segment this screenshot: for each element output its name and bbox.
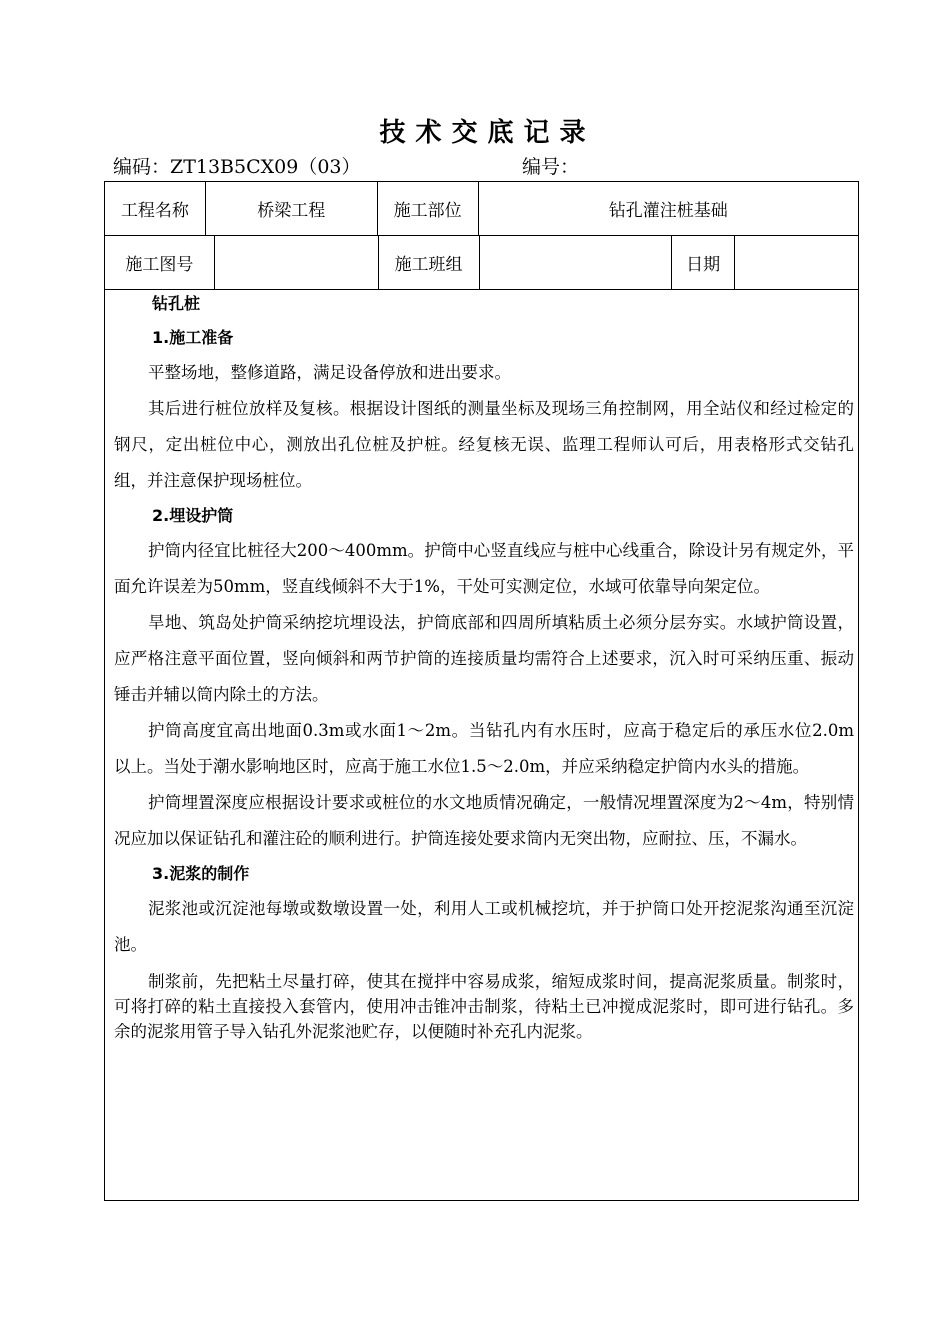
location-label: 施工部位 bbox=[377, 182, 478, 236]
team-label: 施工班组 bbox=[378, 236, 479, 290]
date-label: 日期 bbox=[672, 236, 735, 290]
section-3-paragraph-2: 制浆前，先把粘土尽量打碎，使其在搅拌中容易成浆，缩短成浆时间，提高泥浆质量。制浆时，可将打碎的粘土直接投入套管内，使用冲击锥冲击制浆，待粘土已冲搅成泥浆时，即可进行钻孔。多余的泥浆用管子导入钻孔外泥浆池贮存，以便随时补充孔内泥浆。 bbox=[114, 972, 854, 1041]
header-row-drawing bbox=[105, 236, 859, 290]
content-body bbox=[114, 290, 871, 1044]
section-3-paragraph-1: 泥浆池或沉淀池每墩或数墩设置一处，利用人工或机械挖坑，并于护筒口处开挖泥浆沟通至沉淀池。 bbox=[114, 899, 854, 954]
date-value bbox=[735, 236, 859, 290]
drawing-no-label: 施工图号 bbox=[105, 236, 215, 290]
section-3-title: 3.泥浆的制作 bbox=[152, 864, 250, 883]
content-box bbox=[104, 290, 871, 1201]
section-2-paragraph-1: 护筒内径宜比桩径大200～400mm。护筒中心竖直线应与桩中心线重合，除设计另有规定外，平面允许误差为50mm，竖直线倾斜不大于1%，干处可实测定位，水域可依靠导向架定位。 bbox=[114, 541, 854, 596]
document-number-label: 编号： bbox=[522, 156, 580, 178]
team-value bbox=[479, 236, 672, 290]
project-name-value: 桥梁工程 bbox=[205, 182, 377, 236]
section-2-paragraph-3: 护筒高度宜高出地面0.3m或水面1～2m。当钻孔内有水压时，应高于稳定后的承压水位2.0m 以上。当处于潮水影响地区时，应高于施工水位1.5～2.0m，并应采纳稳定护筒内水头的措施。 bbox=[114, 721, 871, 776]
section-1-paragraph-2: 其后进行桩位放样及复核。根据设计图纸的测量坐标及现场三角控制网，用全站仪和经过检定的钢尺，定出桩位中心，测放出孔位桩及护桩。经复核无误、监理工程师认可后，用表格形式交钻孔组，并注意保护现场桩位。 bbox=[114, 399, 854, 490]
header-table-2 bbox=[104, 235, 859, 290]
section-1-paragraph-1: 平整场地，整修道路，满足设备停放和进出要求。 bbox=[148, 363, 511, 382]
heading-main: 钻孔桩 bbox=[152, 294, 201, 313]
location-value: 钻孔灌注桩基础 bbox=[478, 182, 858, 236]
header-table bbox=[104, 181, 859, 236]
section-1-title: 1.施工准备 bbox=[152, 328, 234, 347]
project-name-label: 工程名称 bbox=[105, 182, 206, 236]
section-2-title: 2.埋设护筒 bbox=[152, 506, 234, 525]
header-row-project bbox=[105, 182, 859, 236]
document-title: 技术交底记录 bbox=[379, 118, 596, 148]
drawing-no-value bbox=[214, 236, 378, 290]
section-2-paragraph-2: 旱地、筑岛处护筒采纳挖坑埋设法，护筒底部和四周所填粘质土必须分层夯实。水域护筒设置，应严格注意平面位置，竖向倾斜和两节护筒的连接质量均需符合上述要求，沉入时可采纳压重、振动锤击并辅以筒内除土的方法。 bbox=[114, 613, 854, 704]
section-2-paragraph-4: 护筒埋置深度应根据设计要求或桩位的水文地质情况确定，一般情况埋置深度为2～4m，特别情况应加以保证钻孔和灌注砼的顺利进行。护筒连接处要求筒内无突出物，应耐拉、压，不漏水。 bbox=[114, 793, 854, 848]
document-code: 编码：ZT13B5CX09（03） bbox=[113, 156, 361, 178]
